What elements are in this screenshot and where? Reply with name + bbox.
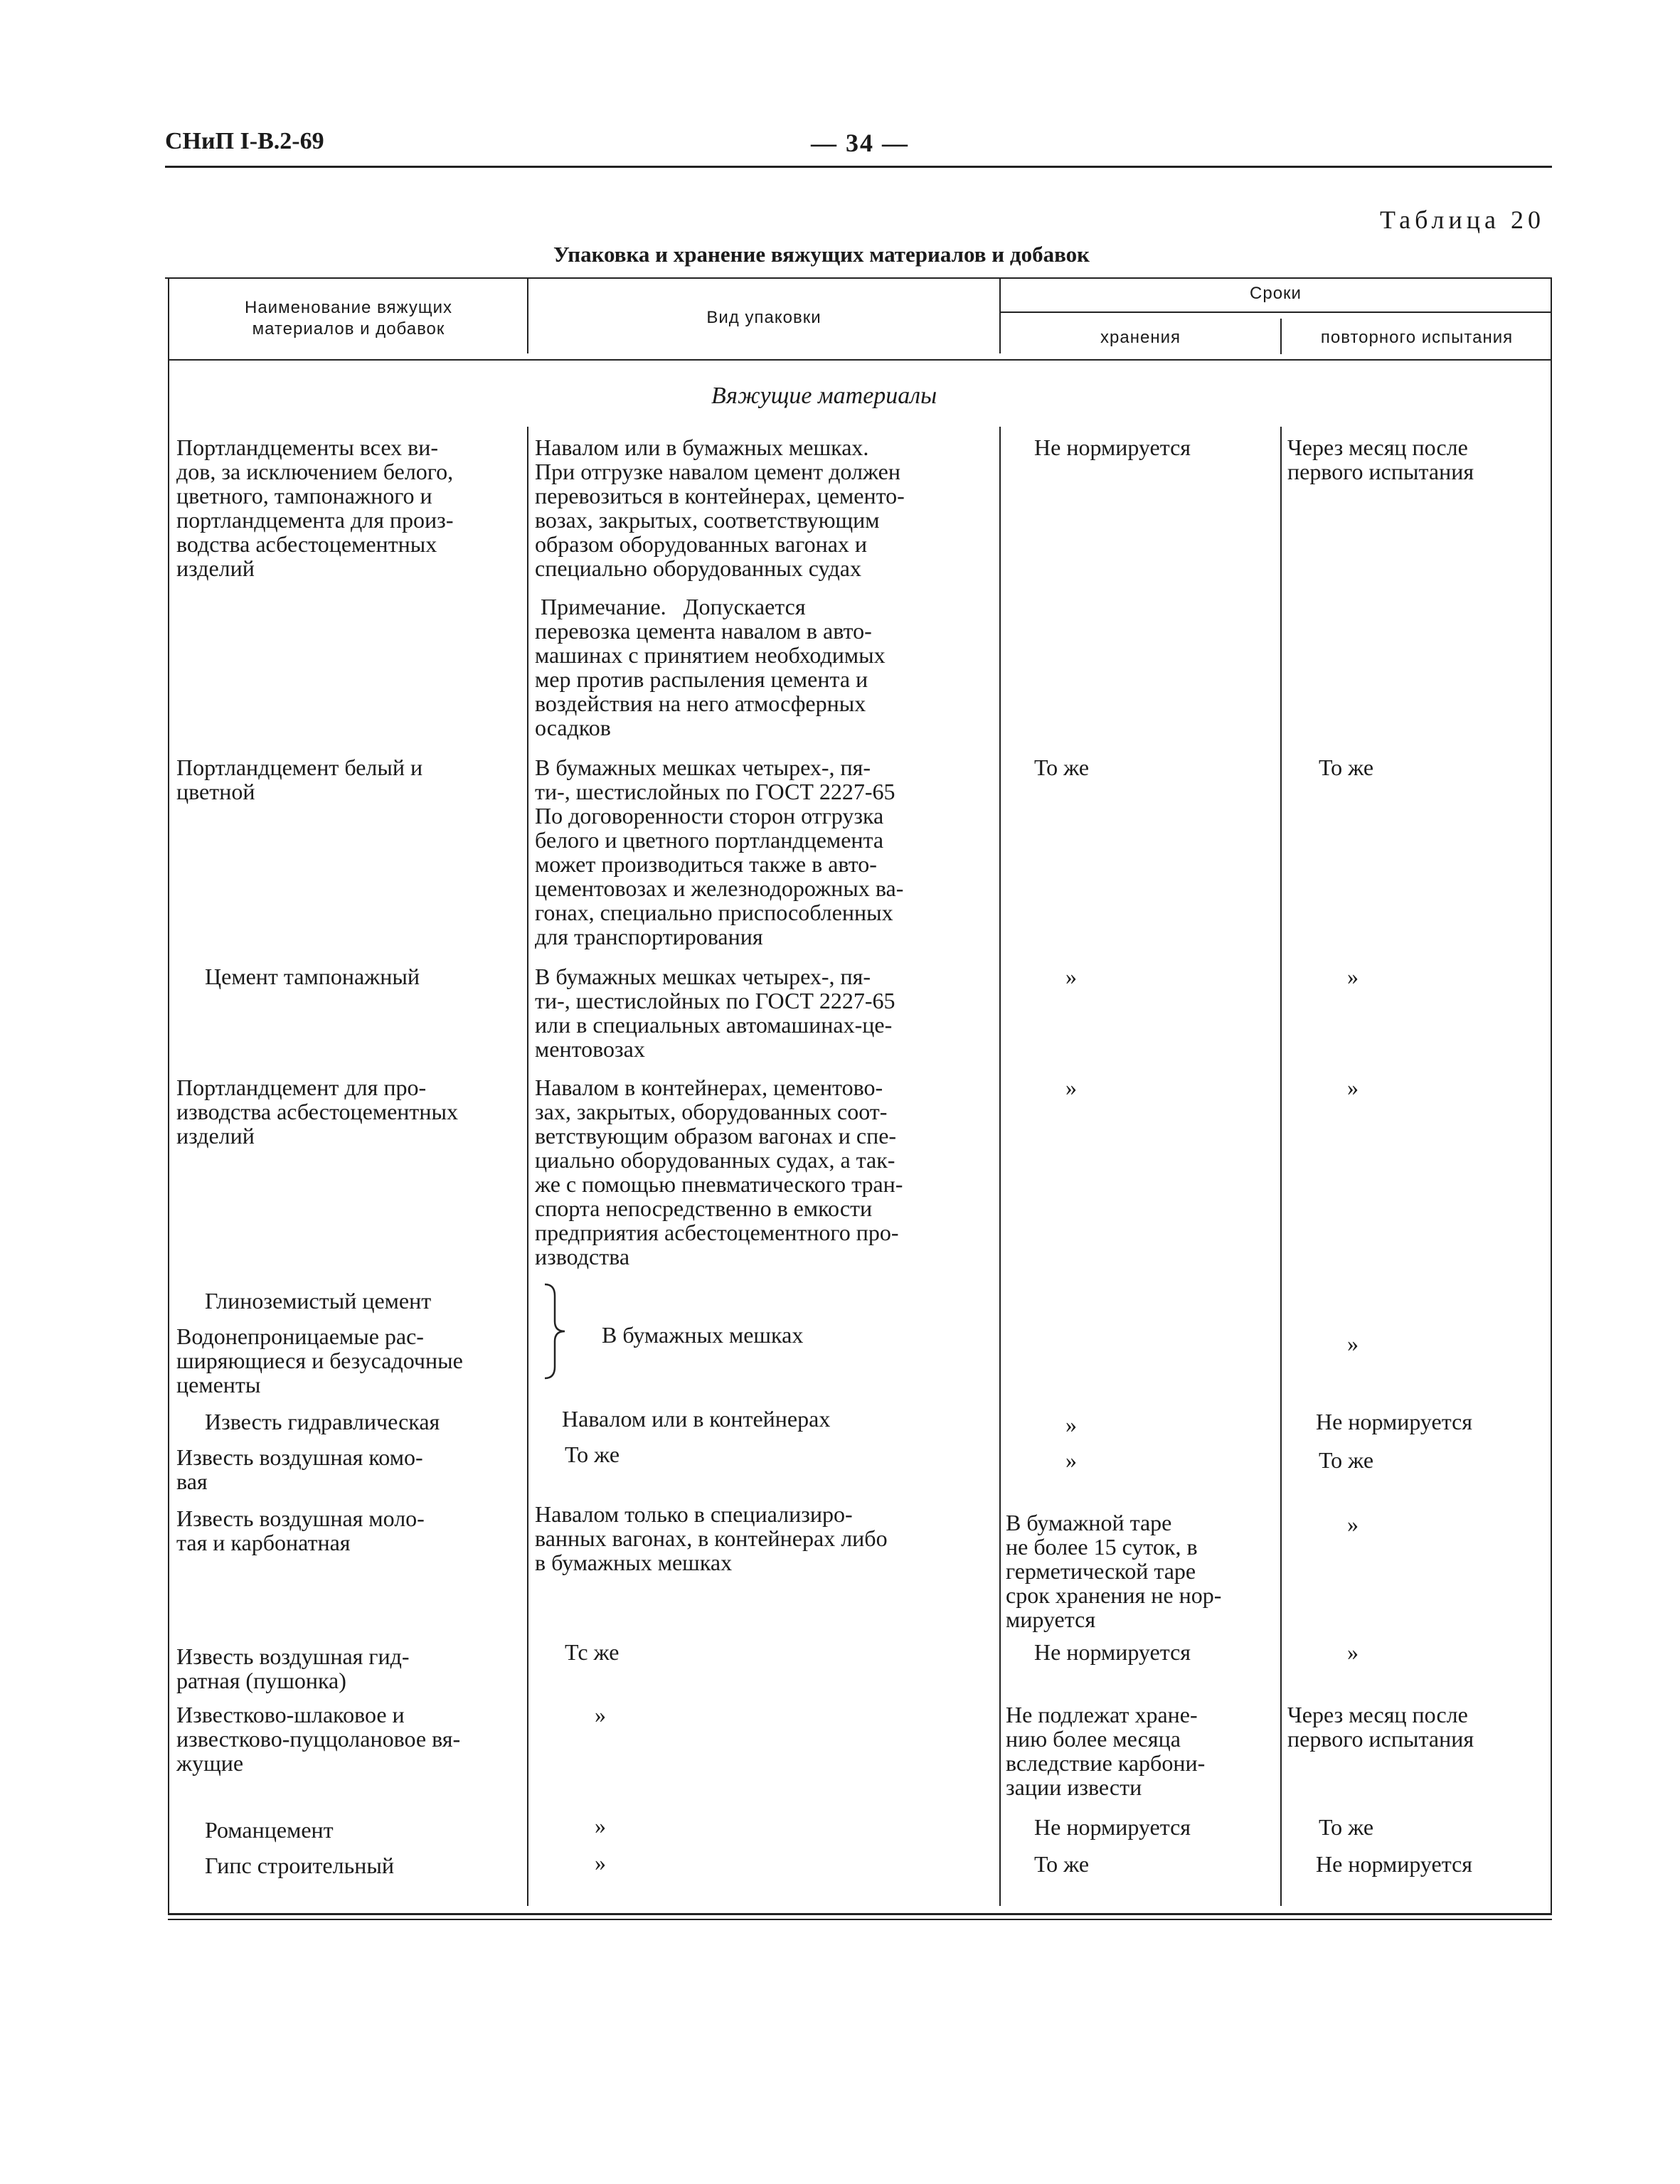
body-col-line-3	[1280, 427, 1282, 1906]
section-heading: Вяжущие материалы	[711, 383, 937, 409]
terms-rule	[999, 311, 1552, 313]
row-1-note: Примечание. Допускается перевозка цемента навалом в авто- машинах с принятием необходимых мер против распыления цемента и воздействия на него атмосферных осадков	[535, 594, 886, 740]
row-1-packaging: Навалом или в бумажных мешках. При отгрузке навалом цемент должен перевозиться в контейнерах, цементо- возах, закрытых, соответствующим образом оборудованных вагонах и специально оборудованных судах	[535, 435, 905, 581]
row-10-name: Известь воздушная гид- ратная (пушонка)	[176, 1644, 410, 1693]
table-left-line	[168, 279, 169, 1913]
row-13-name: Гипс строительный	[205, 1853, 394, 1878]
header-col-line-3	[1280, 319, 1282, 354]
row-9-packaging: Навалом только в специализиро- ванных вагонах, в контейнерах либо в бумажных мешках	[535, 1501, 888, 1575]
row-7-packaging: Навалом или в контейнерах	[562, 1406, 831, 1432]
curly-brace-icon	[541, 1282, 569, 1381]
row-3-storage: »	[1065, 964, 1077, 989]
row-12-packaging: »	[595, 1813, 606, 1838]
row-12-name: Романцемент	[205, 1817, 334, 1843]
row-12-retest: То же	[1319, 1814, 1374, 1840]
row-8-packaging: То же	[565, 1442, 620, 1467]
row-3-packaging: В бумажных мешках четырех-, пя- ти-, шестислойных по ГОСТ 2227-65 или в специальных автомашинах-це- ментовозах	[535, 964, 895, 1062]
row-4-retest: »	[1347, 1075, 1359, 1100]
row-13-storage: То же	[1034, 1851, 1090, 1877]
col-header-terms: Сроки	[1250, 284, 1302, 303]
row-1-name: Портландцементы всех ви- дов, за исключением белого, цветного, тампонажного и портландцемента для произ- водства асбестоцементных изделий	[176, 435, 454, 581]
table-number: Таблица 20	[1380, 206, 1545, 234]
row-9-storage: В бумажной таре не более 15 суток, в герметической таре срок хранения не нор- мируется	[1006, 1510, 1222, 1632]
row-12-storage: Не нормируется	[1034, 1814, 1191, 1840]
col-header-storage: хранения	[1100, 328, 1181, 347]
row-11-retest: Через месяц после первого испытания	[1287, 1702, 1474, 1752]
document-code: СНиП I-В.2-69	[165, 128, 324, 154]
row-2-packaging: В бумажных мешках четырех-, пя- ти-, шестислойных по ГОСТ 2227-65 По договоренности сторон отгрузка белого и цветного портландцемента может производиться также в авто- цементовозах и железнодорожных ва- гонах, специально приспособленных для транспортирования	[535, 755, 904, 949]
row-10-packaging: Тс же	[565, 1639, 620, 1665]
row-7-storage: »	[1065, 1412, 1077, 1437]
body-col-line-2	[999, 427, 1001, 1906]
body-col-line-1	[527, 427, 528, 1906]
row-2-name: Портландцемент белый и цветной	[176, 755, 423, 804]
row-4-storage: »	[1065, 1075, 1077, 1100]
row-10-storage: Не нормируется	[1034, 1639, 1191, 1665]
row-11-name: Известково-шлаковое и известково-пуццолановое вя- жущие	[176, 1702, 461, 1776]
row-9-name: Известь воздушная моло- тая и карбонатная	[176, 1506, 425, 1555]
row-11-packaging: »	[595, 1702, 606, 1727]
row-7-name: Известь гидравлическая	[205, 1409, 440, 1434]
row-7-retest: Не нормируется	[1316, 1409, 1472, 1434]
row-2-retest: То же	[1319, 755, 1374, 780]
row-2-storage: То же	[1034, 755, 1090, 780]
row-5-name: Глиноземистый цемент	[205, 1288, 432, 1314]
table-bottom-rule	[168, 1913, 1552, 1915]
row-8-storage: »	[1065, 1447, 1077, 1473]
col-header-retest: повторного испытания	[1320, 328, 1514, 347]
col-header-packaging: Вид упаковки	[706, 308, 822, 327]
header-bottom-rule	[168, 359, 1552, 361]
row-6-packaging: В бумажных мешках	[602, 1322, 804, 1348]
table-right-line	[1551, 279, 1552, 1913]
row-8-name: Известь воздушная комо- вая	[176, 1444, 423, 1494]
header-rule	[165, 166, 1552, 168]
row-3-retest: »	[1347, 964, 1359, 989]
row-1-storage: Не нормируется	[1034, 435, 1191, 460]
header-col-line-1	[527, 279, 528, 353]
page-number: — 34 —	[811, 129, 909, 157]
table-top-rule	[165, 277, 1552, 279]
row-1-retest: Через месяц после первого испытания	[1287, 435, 1474, 484]
row-11-storage: Не подлежат хране- нию более месяца вследствие карбони- зации извести	[1006, 1702, 1206, 1800]
row-4-name: Портландцемент для про- изводства асбестоцементных изделий	[176, 1075, 459, 1149]
row-10-retest: »	[1347, 1639, 1359, 1665]
row-4-packaging: Навалом в контейнерах, цементово- зах, закрытых, оборудованных соот- ветствующим образом вагонах и спе- циально оборудованных судах, а так- же с помощью пневматического тран- спорта непосредственно в емкости предприятия асбестоцементного про- изводства	[535, 1075, 903, 1269]
row-6-retest: »	[1347, 1331, 1359, 1356]
row-8-retest: То же	[1319, 1447, 1374, 1473]
table-bottom-rule-2	[168, 1919, 1552, 1920]
row-3-name: Цемент тампонажный	[205, 964, 420, 989]
row-13-retest: Не нормируется	[1316, 1851, 1472, 1877]
table-title: Упаковка и хранение вяжущих материалов и добавок	[553, 242, 1090, 267]
row-6-name: Водонепроницаемые рас- ширяющиеся и безусадочные цементы	[176, 1323, 463, 1397]
row-13-packaging: »	[595, 1850, 606, 1875]
row-9-retest: »	[1347, 1511, 1359, 1537]
col-header-name: Наименование вяжущих материалов и добавок	[245, 298, 452, 339]
